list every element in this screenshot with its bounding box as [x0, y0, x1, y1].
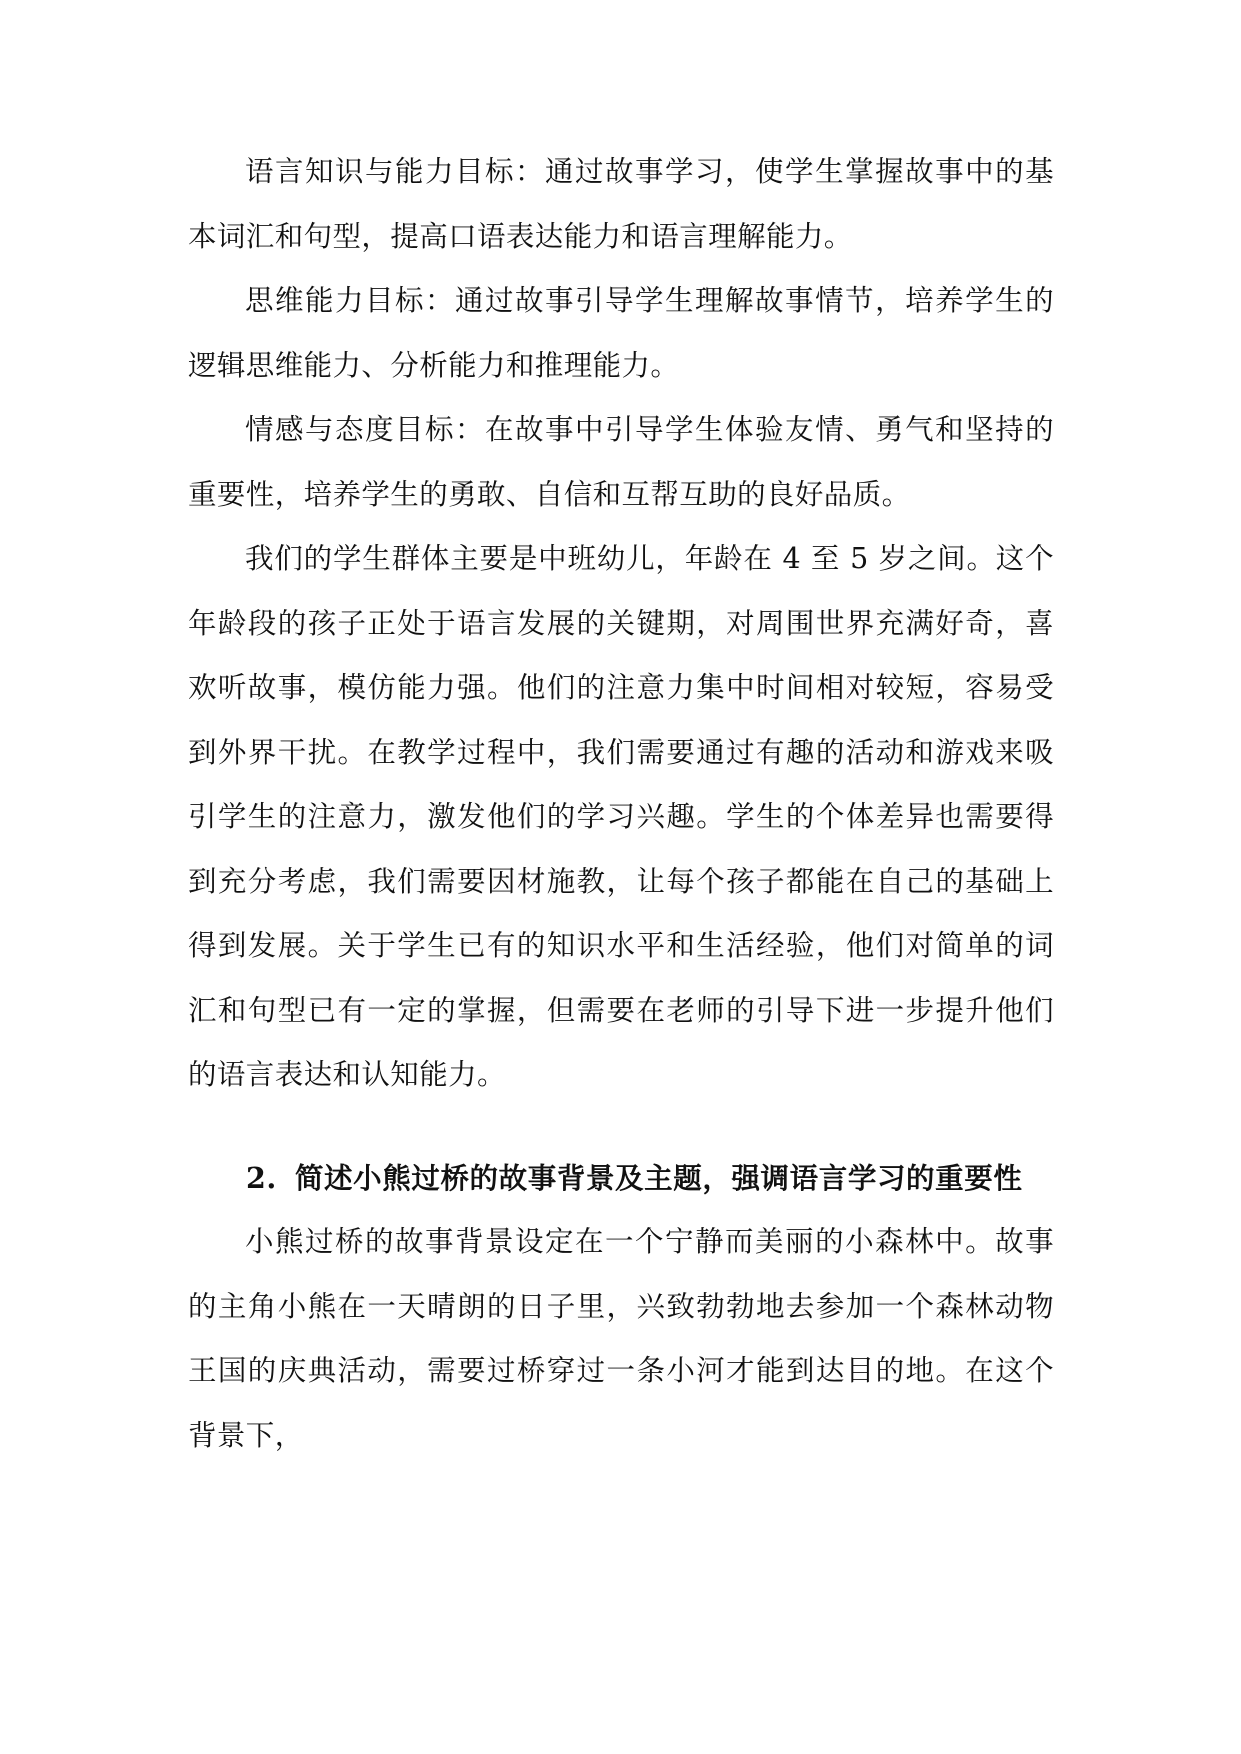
paragraph-student-analysis: 我们的学生群体主要是中班幼儿，年龄在 4 至 5 岁之间。这个年龄段的孩子正处于语言发展的关键期，对周围世界充满好奇，喜欢听故事，模仿能力强。他们的注意力集中时间相对较短，容易受到外界干扰。在教学过程中，我们需要通过有趣的活动和游戏来吸引学生的注意力，激发他们的学习兴趣。学生的个体差异也需要得到充分考虑，我们需要因材施教，让每个孩子都能在自己的基础上得到发展。关于学生已有的知识水平和生活经验，他们对简单的词汇和句型已有一定的掌握，但需要在老师的引导下进一步提升他们的语言表达和认知能力。	[188, 542, 1054, 1091]
paragraph-thinking-goal: 思维能力目标：通过故事引导学生理解故事情节，培养学生的逻辑思维能力、分析能力和推理能力。	[188, 284, 1054, 382]
paragraph-emotion-goal: 情感与态度目标：在故事中引导学生体验友情、勇气和坚持的重要性，培养学生的勇敢、自信和互帮互助的良好品质。	[188, 413, 1054, 511]
section-title: 简述小熊过桥的故事背景及主题，强调语言学习的重要性	[294, 1160, 1023, 1195]
document-body	[188, 140, 1054, 1468]
section-number: 2.	[246, 1160, 277, 1195]
section-heading	[188, 1146, 1054, 1211]
paragraph-story-background: 小熊过桥的故事背景设定在一个宁静而美丽的小森林中。故事的主角小熊在一天晴朗的日子里，兴致勃勃地去参加一个森林动物王国的庆典活动，需要过桥穿过一条小河才能到达目的地。在这个背景下，	[188, 1225, 1054, 1452]
paragraph-language-goal: 语言知识与能力目标：通过故事学习，使学生掌握故事中的基本词汇和句型，提高口语表达能力和语言理解能力。	[188, 155, 1054, 253]
